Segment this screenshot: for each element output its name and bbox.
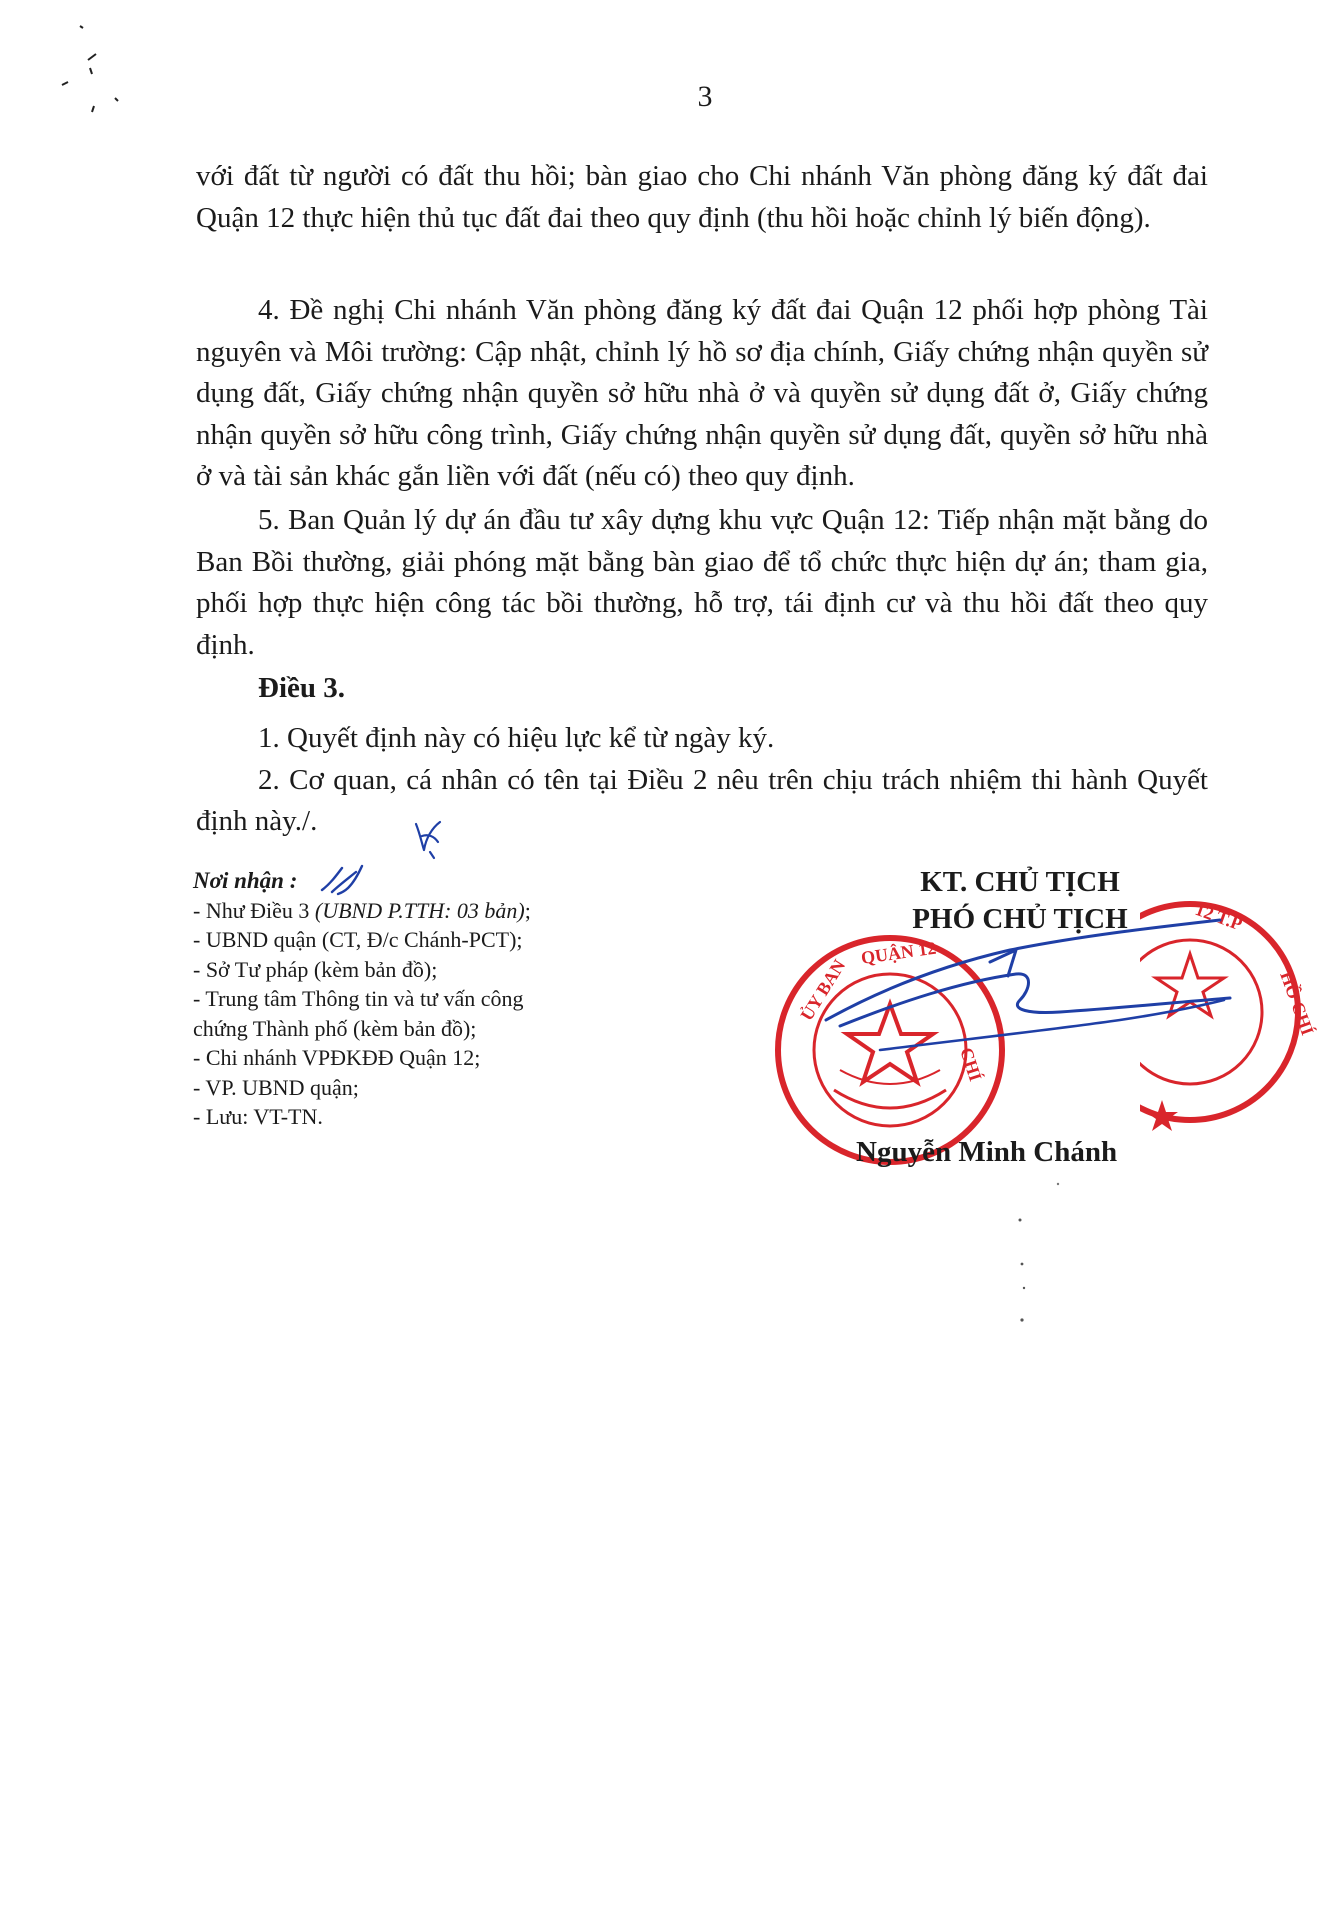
scan-specks — [1010, 1180, 1070, 1350]
recipient-item: - UBND quận (CT, Đ/c Chánh-PCT); — [193, 927, 523, 952]
recipient-text-tail: ; — [524, 897, 531, 923]
svg-text:12 T.P: 12 T.P — [1192, 898, 1245, 935]
recipient-item: - Sở Tư pháp (kèm bản đồ); — [193, 956, 438, 982]
recipient-item: chứng Thành phố (kèm bản đồ); — [193, 1015, 477, 1041]
signer-name: Nguyễn Minh Chánh — [856, 1136, 1118, 1168]
recipients-list — [193, 866, 613, 1132]
paragraph-item-5 — [196, 500, 1208, 666]
svg-text:QUẬN 12: QUẬN 12 — [859, 937, 938, 968]
recipient-item: - Trung tâm Thông tin và tư vấn công — [193, 986, 524, 1011]
svg-text:CHÍ: CHÍ — [956, 1045, 986, 1084]
article-3-item: 1. Quyết định này có hiệu lực kể từ ngày ký. — [258, 722, 775, 754]
paragraph-text: 4. Đề nghị Chi nhánh Văn phòng đăng ký đất đai Quận 12 phối hợp phòng Tài nguyên và Môi trường: Cập nhật, chỉnh lý hồ sơ địa chính, Giấy chứng nhận quyền sử dụng đất, Giấy chứng nhận quyền sở hữu nhà ở và quyền sử dụng đất ở, Giấy chứng nhận quyền sở hữu công trình, Giấy chứng nhận quyền sử dụng đất, quyền sở hữu nhà ở và tài sản khác gắn liền với đất (nếu có) theo quy định. — [196, 294, 1208, 492]
paragraph-text: với đất từ người có đất thu hồi; bàn giao cho Chi nhánh Văn phòng đăng ký đất đai Quận 12 thực hiện thủ tục đất đai theo quy định (thu hồi hoặc chỉnh lý biến động). — [196, 160, 1208, 234]
article-3-items — [196, 718, 1208, 843]
recipient-item: - VP. UBND quận; — [193, 1074, 359, 1100]
recipient-text: - Như Điều 3 — [193, 897, 315, 923]
signature-line-1: KT. CHỦ TỊCH — [920, 866, 1120, 898]
recipient-item: - Lưu: VT-TN. — [193, 1104, 323, 1129]
signature-ink — [820, 910, 1240, 1060]
article-3-item: 2. Cơ quan, cá nhân có tên tại Điều 2 nêu trên chịu trách nhiệm thi hành Quyết định này./. — [196, 763, 1208, 837]
handwritten-mark — [318, 862, 366, 902]
scan-marks — [30, 20, 130, 120]
recipient-item: - Chi nhánh VPĐKĐĐ Quận 12; — [193, 1045, 481, 1070]
article-3-heading: Điều 3. — [258, 672, 345, 704]
page-number: 3 — [697, 80, 713, 113]
paragraph-continuation — [196, 156, 1208, 239]
paragraph-text: 5. Ban Quản lý dự án đầu tư xây dựng khu vực Quận 12: Tiếp nhận mặt bằng do Ban Bồi thường, giải phóng mặt bằng bàn giao để tổ chức thực hiện dự án; tham gia, phối hợp thực hiện công tác bồi thường, hỗ trợ, tái định cư và thu hồi đất theo quy định. — [196, 504, 1208, 661]
paragraph-item-4 — [196, 290, 1208, 498]
recipient-note: (UBND P.TTH: 03 bản) — [314, 897, 525, 923]
handwritten-initial — [412, 814, 446, 860]
svg-text:ỦY BAN: ỦY BAN — [796, 955, 850, 1025]
recipients-title: Nơi nhận : — [193, 868, 298, 893]
svg-text:HỒ CHÍ: HỒ CHÍ — [1276, 968, 1318, 1038]
signature-line-2: PHÓ CHỦ TỊCH — [912, 903, 1128, 935]
recipient-item — [193, 896, 613, 926]
